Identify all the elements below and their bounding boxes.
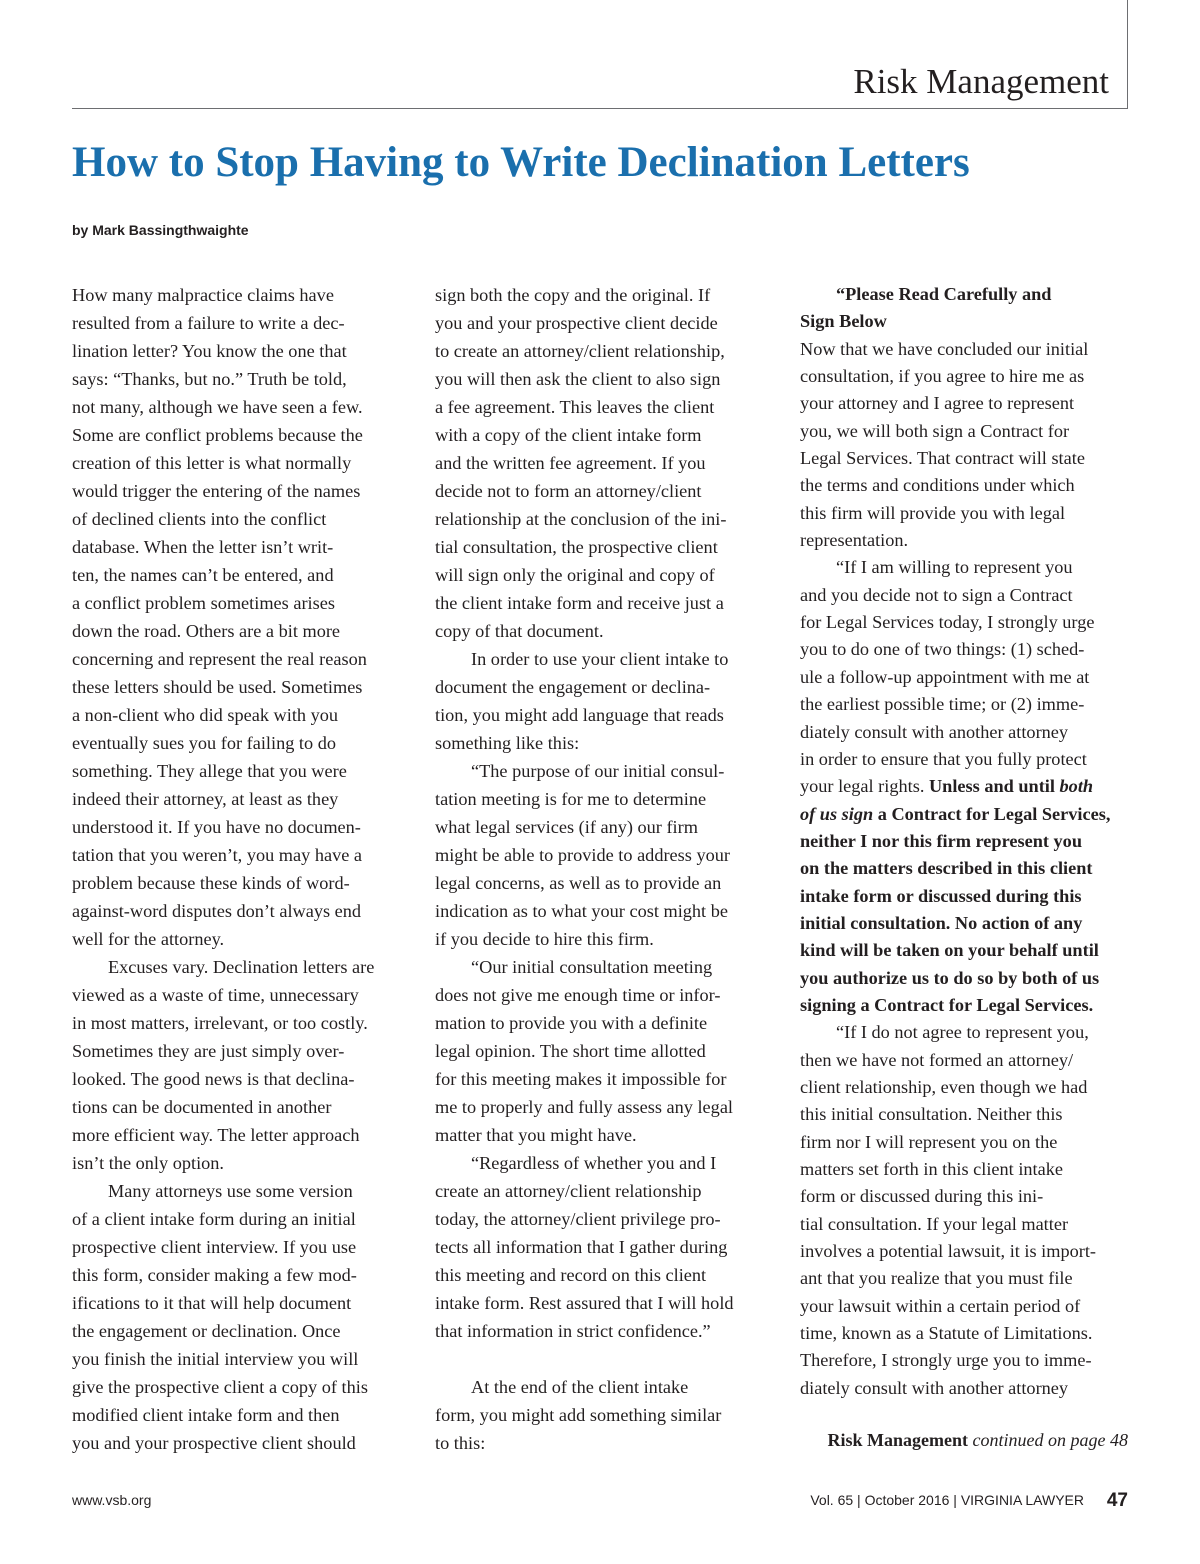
text-line: Therefore, I strongly urge you to imme- xyxy=(800,1350,1092,1371)
text-line: you, we will both sign a Contract for xyxy=(800,420,1070,441)
text-line: kind will be taken on your behalf until xyxy=(800,940,1099,961)
text-line: to this: xyxy=(435,1433,486,1453)
text-line: for this meeting makes it impossible for xyxy=(435,1069,727,1089)
text-line: on the matters described in this client xyxy=(800,858,1093,879)
article-column-1 xyxy=(72,281,407,1457)
text-line: if you decide to hire this firm. xyxy=(435,929,654,949)
text-line: Sometimes they are just simply over- xyxy=(72,1041,345,1061)
text-line: in order to ensure that you fully protect xyxy=(800,748,1087,769)
text-line: this firm will provide you with legal xyxy=(800,502,1066,523)
text-line: tects all information that I gather during xyxy=(435,1237,728,1257)
text-line: time, known as a Statute of Limitations. xyxy=(800,1323,1093,1344)
text-line xyxy=(800,773,1130,800)
text-line: the engagement or declination. Once xyxy=(72,1321,341,1341)
text-line: this meeting and record on this client xyxy=(435,1265,707,1285)
text-line: concerning and represent the real reason xyxy=(72,649,367,669)
text-line: lination letter? You know the one that xyxy=(72,341,347,361)
text-line: Excuses vary. Declination letters are xyxy=(108,957,375,977)
text-line: your lawsuit within a certain period of xyxy=(800,1295,1081,1316)
text-line: you will then ask the client to also sign xyxy=(435,369,721,389)
text-line: me to properly and fully assess any legal xyxy=(435,1097,734,1117)
text-line: “The purpose of our initial consul- xyxy=(471,761,725,781)
bold-text-run: Unless and until xyxy=(928,776,1060,797)
section-title: Risk Management xyxy=(853,62,1109,101)
text-line: At the end of the client intake xyxy=(471,1377,689,1397)
text-line: with a copy of the client intake form xyxy=(435,425,702,445)
text-line: the terms and conditions under which xyxy=(800,475,1075,496)
text-line: down the road. Others are a bit more xyxy=(72,621,341,641)
text-line: looked. The good news is that declina- xyxy=(72,1069,355,1089)
paragraph-gap xyxy=(435,1345,770,1373)
text-line: says: “Thanks, but no.” Truth be told, xyxy=(72,369,347,389)
text-line: today, the attorney/client privilege pro- xyxy=(435,1209,721,1229)
text-line: legal concerns, as well as to provide an xyxy=(435,873,722,893)
text-line: modified client intake form and then xyxy=(72,1405,340,1425)
text-line: legal opinion. The short time allotted xyxy=(435,1041,706,1061)
header-vertical-rule xyxy=(1127,0,1128,108)
text-line: problem because these kinds of word- xyxy=(72,873,350,893)
text-line: indeed their attorney, at least as they xyxy=(72,789,339,809)
text-line: copy of that document. xyxy=(435,621,604,641)
text-line: you authorize us to do so by both of us xyxy=(800,967,1100,988)
header-horizontal-rule xyxy=(72,108,1128,109)
text-line: “Our initial consultation meeting xyxy=(471,957,713,977)
text-line: form or discussed during this ini- xyxy=(800,1186,1044,1207)
text-line: consultation, if you agree to hire me as xyxy=(800,366,1085,387)
text-line: How many malpractice claims have xyxy=(72,285,334,305)
text-line: client relationship, even though we had xyxy=(800,1076,1088,1097)
text-line: will sign only the original and copy of xyxy=(435,565,715,585)
text-line: relationship at the conclusion of the ini- xyxy=(435,509,727,529)
text-line: the client intake form and receive just a xyxy=(435,593,724,613)
text-line: understood it. If you have no documen- xyxy=(72,817,361,837)
article-column-2 xyxy=(435,281,770,1457)
text-line: of a client intake form during an initial xyxy=(72,1209,356,1229)
text-line: “If I am willing to represent you xyxy=(836,557,1073,578)
text-line: tions can be documented in another xyxy=(72,1097,332,1117)
text-line: what legal services (if any) our firm xyxy=(435,817,698,837)
text-line: diately consult with another attorney xyxy=(800,1377,1069,1398)
text-line: a conflict problem sometimes arises xyxy=(72,593,335,613)
text-line: sign both the copy and the original. If xyxy=(435,285,711,305)
text-line: tation that you weren’t, you may have a xyxy=(72,845,363,865)
text-line: this form, consider making a few mod- xyxy=(72,1265,357,1285)
sample-heading: “Please Read Carefully and xyxy=(836,284,1052,304)
text-line: your attorney and I agree to represent xyxy=(800,393,1075,414)
text-line: firm nor I will represent you on the xyxy=(800,1131,1058,1152)
text-line: would trigger the entering of the names xyxy=(72,481,361,501)
text-line: involves a potential lawsuit, it is import- xyxy=(800,1241,1097,1262)
text-line: something like this: xyxy=(435,733,580,753)
text-line: indication as to what your cost might be xyxy=(435,901,728,921)
text-line: matter that you might have. xyxy=(435,1125,637,1145)
text-line: diately consult with another attorney xyxy=(800,721,1069,742)
text-line: document the engagement or declina- xyxy=(435,677,711,697)
text-line: eventually sues you for failing to do xyxy=(72,733,337,753)
text-line: a non-client who did speak with you xyxy=(72,705,339,725)
article-byline: by Mark Bassingthwaighte xyxy=(72,222,249,238)
text-line: might be able to provide to address your xyxy=(435,845,730,865)
text-line: ule a follow-up appointment with me at xyxy=(800,666,1090,687)
text-line: “If I do not agree to represent you, xyxy=(836,1022,1089,1043)
text-line: resulted from a failure to write a dec- xyxy=(72,313,345,333)
text-line: these letters should be used. Sometimes xyxy=(72,677,363,697)
text-line: matters set forth in this client intake xyxy=(800,1159,1063,1179)
text-line: then we have not formed an attorney/ xyxy=(800,1049,1074,1070)
text-line: of declined clients into the conflict xyxy=(72,509,327,529)
bold-italic-text-run: both xyxy=(1059,776,1094,797)
text-line: ifications to it that will help document xyxy=(72,1293,352,1313)
text-line: intake form. Rest assured that I will hold xyxy=(435,1293,734,1313)
text-line: that information in strict confidence.” xyxy=(435,1321,711,1341)
article-column-3 xyxy=(800,281,1130,1402)
footer-website-link[interactable]: www.vsb.org xyxy=(72,1492,152,1508)
text-line: a fee agreement. This leaves the client xyxy=(435,397,715,417)
text-line: tation meeting is for me to determine xyxy=(435,789,707,809)
text-line: and the written fee agreement. If you xyxy=(435,453,706,473)
text-line: for Legal Services today, I strongly urge xyxy=(800,612,1095,633)
text-line: does not give me enough time or infor- xyxy=(435,985,721,1005)
text-line: mation to provide you with a definite xyxy=(435,1013,708,1033)
text-line: against-word disputes don’t always end xyxy=(72,901,362,921)
text-line: In order to use your client intake to xyxy=(471,649,729,669)
continued-note xyxy=(828,1430,1128,1451)
text-line: and you decide not to sign a Contract xyxy=(800,584,1073,605)
text-line: viewed as a waste of time, unnecessary xyxy=(72,985,359,1005)
text-line: neither I nor this firm represent you xyxy=(800,830,1082,851)
text-line: tial consultation. If your legal matter xyxy=(800,1213,1069,1234)
text-line: database. When the letter isn’t writ- xyxy=(72,537,334,557)
text-line: to create an attorney/client relationship, xyxy=(435,341,725,361)
text-line: something. They allege that you were xyxy=(72,761,347,781)
text-line: give the prospective client a copy of this xyxy=(72,1377,368,1397)
text-line: well for the attorney. xyxy=(72,929,225,949)
text-line: isn’t the only option. xyxy=(72,1153,225,1173)
page-number: 47 xyxy=(1106,1490,1128,1511)
text-line: Many attorneys use some version xyxy=(108,1181,353,1201)
article-title: How to Stop Having to Write Declination Letters xyxy=(72,139,970,186)
text-line: tion, you might add language that reads xyxy=(435,705,724,725)
text-line: “Regardless of whether you and I xyxy=(471,1153,717,1173)
text-line: form, you might add something similar xyxy=(435,1405,722,1425)
text-line: creation of this letter is what normally xyxy=(72,453,352,473)
text-line: prospective client interview. If you use xyxy=(72,1237,357,1257)
text-line: tial consultation, the prospective client xyxy=(435,537,718,557)
text-line: Some are conflict problems because the xyxy=(72,425,363,445)
text-line: Legal Services. That contract will state xyxy=(800,448,1085,469)
text-line: not many, although we have seen a few. xyxy=(72,397,363,417)
text-line: you finish the initial interview you will xyxy=(72,1349,359,1369)
text-run: your legal rights. xyxy=(800,776,929,797)
text-line: you and your prospective client decide xyxy=(435,313,718,333)
text-line: create an attorney/client relationship xyxy=(435,1181,702,1201)
text-line: ant that you realize that you must file xyxy=(800,1268,1073,1289)
text-line: this initial consultation. Neither this xyxy=(800,1104,1063,1125)
text-line: you and your prospective client should xyxy=(72,1433,356,1453)
text-line: ten, the names can’t be entered, and xyxy=(72,565,334,585)
text-line xyxy=(800,801,1130,828)
text-line: the earliest possible time; or (2) imme- xyxy=(800,694,1085,715)
continued-label: Risk Management xyxy=(827,1430,969,1450)
sample-heading: Sign Below xyxy=(800,311,887,332)
continued-page-link[interactable]: continued on page 48 xyxy=(972,1430,1128,1450)
bold-text-run: a Contract for Legal Services, xyxy=(873,803,1111,824)
text-line: decide not to form an attorney/client xyxy=(435,481,702,501)
text-line: in most matters, irrelevant, or too costly. xyxy=(72,1013,368,1033)
bold-italic-text-run: of us sign xyxy=(800,803,874,824)
text-line: Now that we have concluded our initial xyxy=(800,338,1089,359)
text-line: more efficient way. The letter approach xyxy=(72,1125,360,1145)
text-line: intake form or discussed during this xyxy=(800,885,1082,906)
text-line: you to do one of two things: (1) sched- xyxy=(800,639,1085,660)
footer-issue-info: Vol. 65 | October 2016 | VIRGINIA LAWYER xyxy=(810,1492,1084,1508)
text-line: initial consultation. No action of any xyxy=(800,912,1083,933)
text-line: representation. xyxy=(800,530,909,551)
text-line: signing a Contract for Legal Services. xyxy=(800,994,1094,1015)
